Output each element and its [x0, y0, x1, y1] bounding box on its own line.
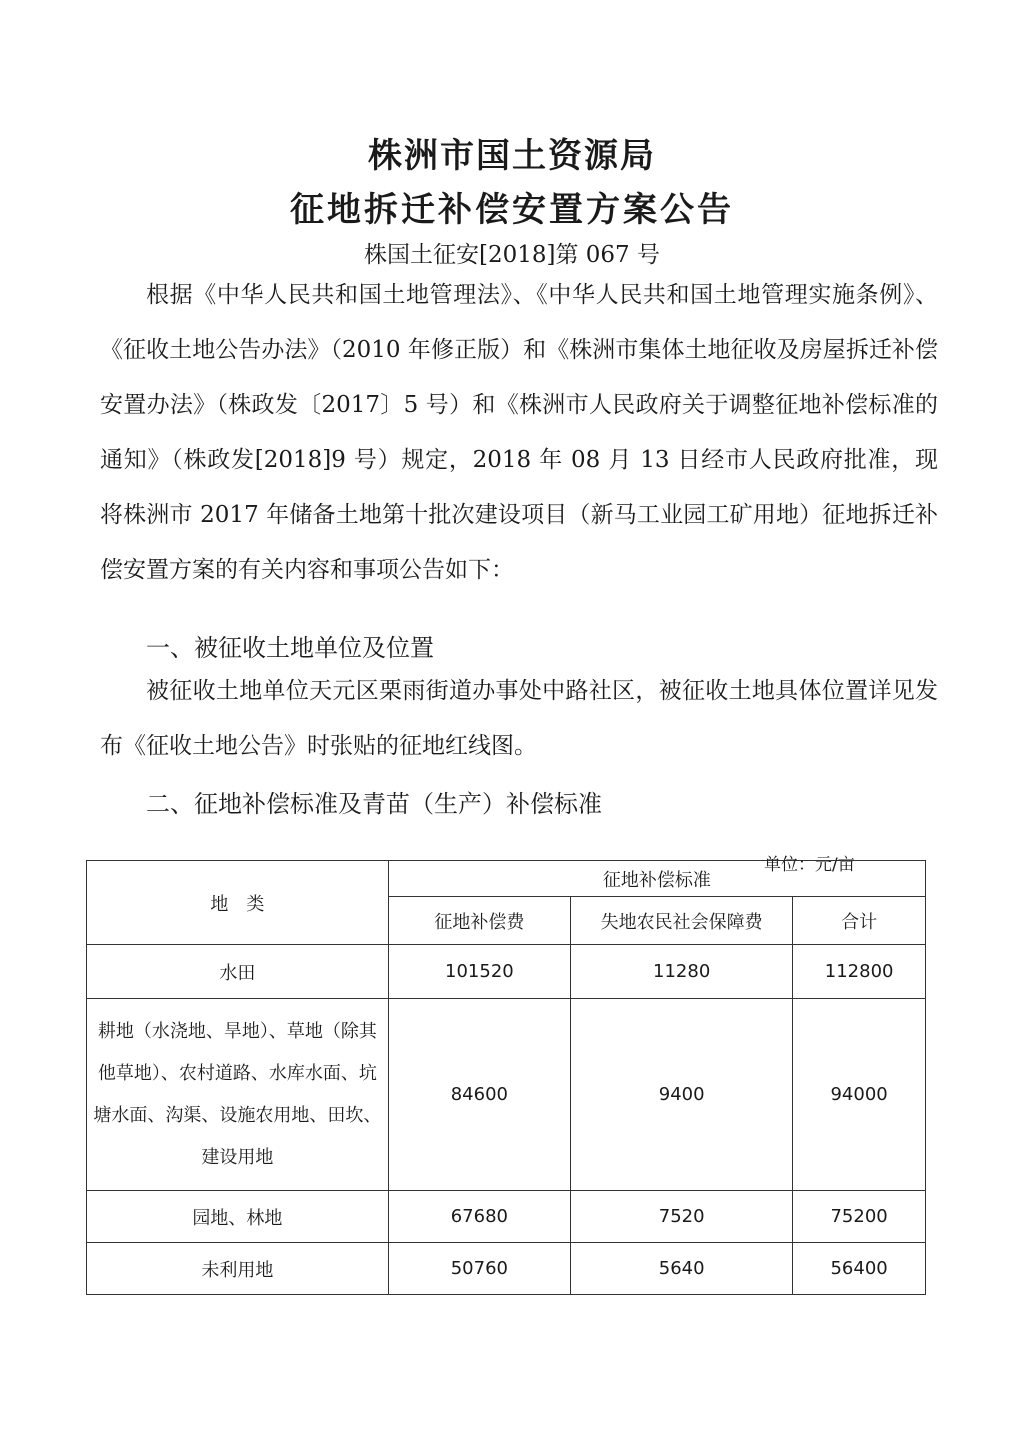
document-number: 株国土征安[2018]第 067 号 [363, 242, 660, 268]
section1-text: 被征收土地单位天元区栗雨街道办事处中路社区，被征收土地具体位置详见发布《征收土地公告》时张贴的征地红线图。 [100, 678, 938, 759]
header-land-type: 地 类 [87, 861, 389, 945]
section1-heading: 一、被征收土地单位及位置 [146, 634, 434, 662]
compensation-table [86, 860, 926, 1295]
table-row [87, 1243, 926, 1295]
fee-cell: 67680 [388, 1191, 570, 1243]
total-cell: 75200 [793, 1191, 926, 1243]
land-type-cell: 未利用地 [87, 1243, 389, 1295]
title-line2: 征地拆迁补偿安置方案公告 [290, 190, 734, 230]
header-total: 合计 [793, 897, 926, 945]
table-row [87, 1191, 926, 1243]
land-type-cell: 耕地（水浇地、旱地）、草地（除其他草地）、农村道路、水库水面、坑塘水面、沟渠、设施农用地、田坎、建设用地 [87, 999, 389, 1191]
total-cell: 56400 [793, 1243, 926, 1295]
land-type-cell: 水田 [87, 945, 389, 999]
social-cell: 7520 [571, 1191, 793, 1243]
table-row [87, 999, 926, 1191]
header-social-security: 失地农民社会保障费 [571, 897, 793, 945]
total-cell: 112800 [793, 945, 926, 999]
header-compensation-group: 征地补偿标准 [388, 861, 925, 897]
social-cell: 11280 [571, 945, 793, 999]
fee-cell: 101520 [388, 945, 570, 999]
table-row [87, 945, 926, 999]
social-cell: 5640 [571, 1243, 793, 1295]
section2-heading: 二、征地补偿标准及青苗（生产）补偿标准 [146, 790, 602, 818]
header-fee: 征地补偿费 [388, 897, 570, 945]
total-cell: 94000 [793, 999, 926, 1191]
unit-label: 单位：元/亩 [764, 855, 855, 875]
title-line1: 株洲市国土资源局 [368, 136, 656, 176]
intro-paragraph: 根据《中华人民共和国土地管理法》、《中华人民共和国土地管理实施条例》、《征收土地公告办法》（2010 年修正版）和《株洲市集体土地征收及房屋拆迁补偿安置办法》（株政发〔2017〕5 号）和《株洲市人民政府关于调整征地补偿标准的通知》（株政发[2018]9 号）规定，2018 年 08 月 13 日经市人民政府批准，现将株洲市 2017 年储备土地第十批次建设项目（新马工业园工矿用地）征地拆迁补偿安置方案的有关内容和事项公告如下： [100, 282, 938, 583]
land-type-cell: 园地、林地 [87, 1191, 389, 1243]
table-header-row [87, 861, 926, 897]
social-cell: 9400 [571, 999, 793, 1191]
fee-cell: 84600 [388, 999, 570, 1191]
fee-cell: 50760 [388, 1243, 570, 1295]
